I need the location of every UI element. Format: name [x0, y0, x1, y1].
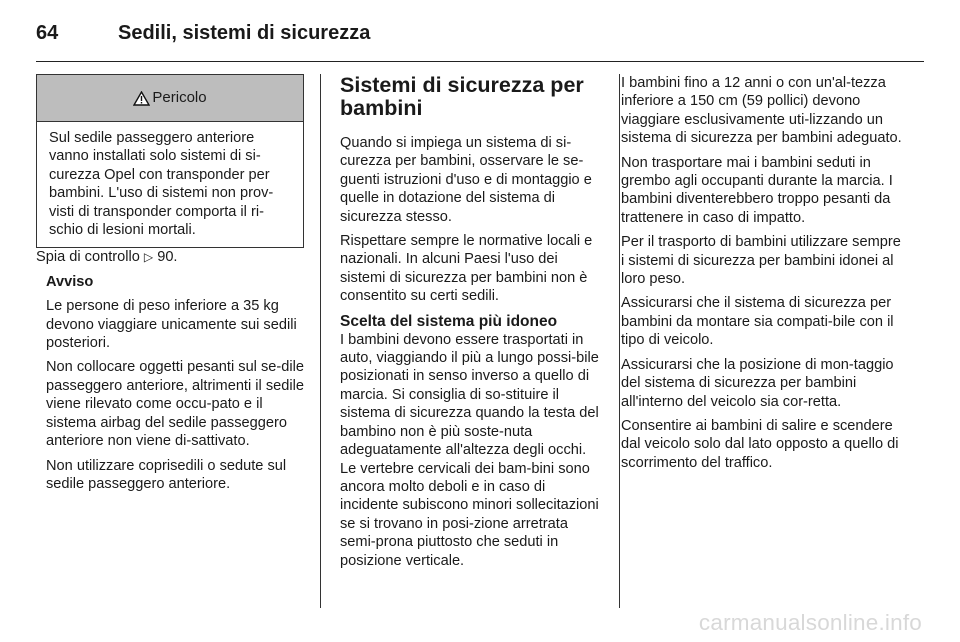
warning-box-body [37, 122, 303, 247]
page-header-title: Sedili, sistemi di sicurezza [118, 22, 371, 44]
body-paragraph: I bambini fino a 12 anni o con un'al-tezza inferiore a 150 cm (59 pollici) devono viaggiare esclusivamente uti-lizzando un sistema di sicurezza per bambini adeguato. [621, 75, 902, 147]
body-paragraph: Consentire ai bambini di salire e scendere dal veicolo solo dal lato opposto a quello di scorrimento del traffico. [621, 417, 899, 471]
notice-heading: Avviso [46, 273, 94, 290]
body-paragraph: Per il trasporto di bambini utilizzare sempre i sistemi di sicurezza per bambini idonei al loro peso. [621, 234, 901, 288]
warning-box-text: Sul sedile passeggero anteriore vanno installati solo sistemi di si-curezza Opel con transponder per bambini. L'uso di sistemi non prov-visti di transponder comporta il ri-schio di lesioni mortali. [49, 130, 274, 239]
notice-paragraph: Le persone di peso inferiore a 35 kg devono viaggiare unicamente sui sedili posteriori. [46, 298, 297, 352]
column-divider [320, 74, 321, 608]
danger-warning-box [36, 74, 304, 248]
indicator-reference [36, 248, 304, 266]
page-reference-arrow-icon: ▷ [143, 250, 154, 265]
body-paragraph: I bambini devono essere trasportati in auto, viaggiando il più a lungo possi-bile posizionati in senso inverso a quello di marcia. Si consiglia di so-stituire il sistema di sicurezza quando la testa del bambino non è più soste-nuta adeguatamente all'altezza degli occhi. Le vertebre cervicali dei bam-bini sono ancora molto deboli e in caso di incidente subiscono minori sollecitazioni se si trovano in posi-zione arretrata semi-prona piuttosto che seduti in posizione verticale. [340, 331, 599, 569]
notice-block [36, 273, 304, 493]
column-left [36, 74, 304, 499]
header-divider [36, 61, 924, 62]
section-heading: Sistemi di sicurezza per bambini [340, 73, 584, 120]
body-paragraph: Assicurarsi che il sistema di sicurezza per bambini da montare sia compati-bile con il tipo di veicolo. [621, 295, 894, 349]
notice-paragraph: Non collocare oggetti pesanti sul se-dile passeggero anteriore, altrimenti il sedile viene rilevato come occu-pato e il sistema airbag del sedile passeggero anteriore non viene di-sattivato. [46, 359, 304, 450]
body-paragraph: Rispettare sempre le normative locali e nazionali. In alcuni Paesi l'uso dei sistemi di sicurezza per bambini non è consentito su certi sedili. [340, 233, 593, 305]
notice-paragraph: Non utilizzare coprisedili o sedute sul sedile passeggero anteriore. [46, 457, 287, 492]
body-paragraph: Assicurarsi che la posizione di mon-taggio del sistema di sicurezza per bambini all'interno del veicolo sia cor-retta. [621, 356, 894, 410]
watermark: carmanualsonline.info [698, 610, 922, 635]
warning-box-title: Pericolo [152, 88, 207, 106]
subsection-heading: Scelta del sistema più idoneo [340, 312, 558, 330]
page-number: 64 [36, 22, 59, 44]
body-paragraph: Quando si impiega un sistema di si-curezza per bambini, osservare le se-guenti istruzioni d'uso e di montaggio e quelle in dotazione del sistema di sicurezza stesso. [340, 135, 592, 225]
column-divider [619, 74, 620, 608]
column-right [621, 74, 906, 478]
indicator-reference-page[interactable]: 90. [157, 249, 178, 266]
warning-box-header [37, 75, 303, 122]
indicator-reference-label: Spia di controllo [36, 249, 140, 266]
body-paragraph: Non trasportare mai i bambini seduti in grembo agli occupanti durante la marcia. I bambini diventerebbero troppo pesanti da trattenere in caso di impatto. [621, 154, 893, 226]
column-middle [340, 74, 604, 576]
warning-triangle-icon [133, 91, 150, 106]
